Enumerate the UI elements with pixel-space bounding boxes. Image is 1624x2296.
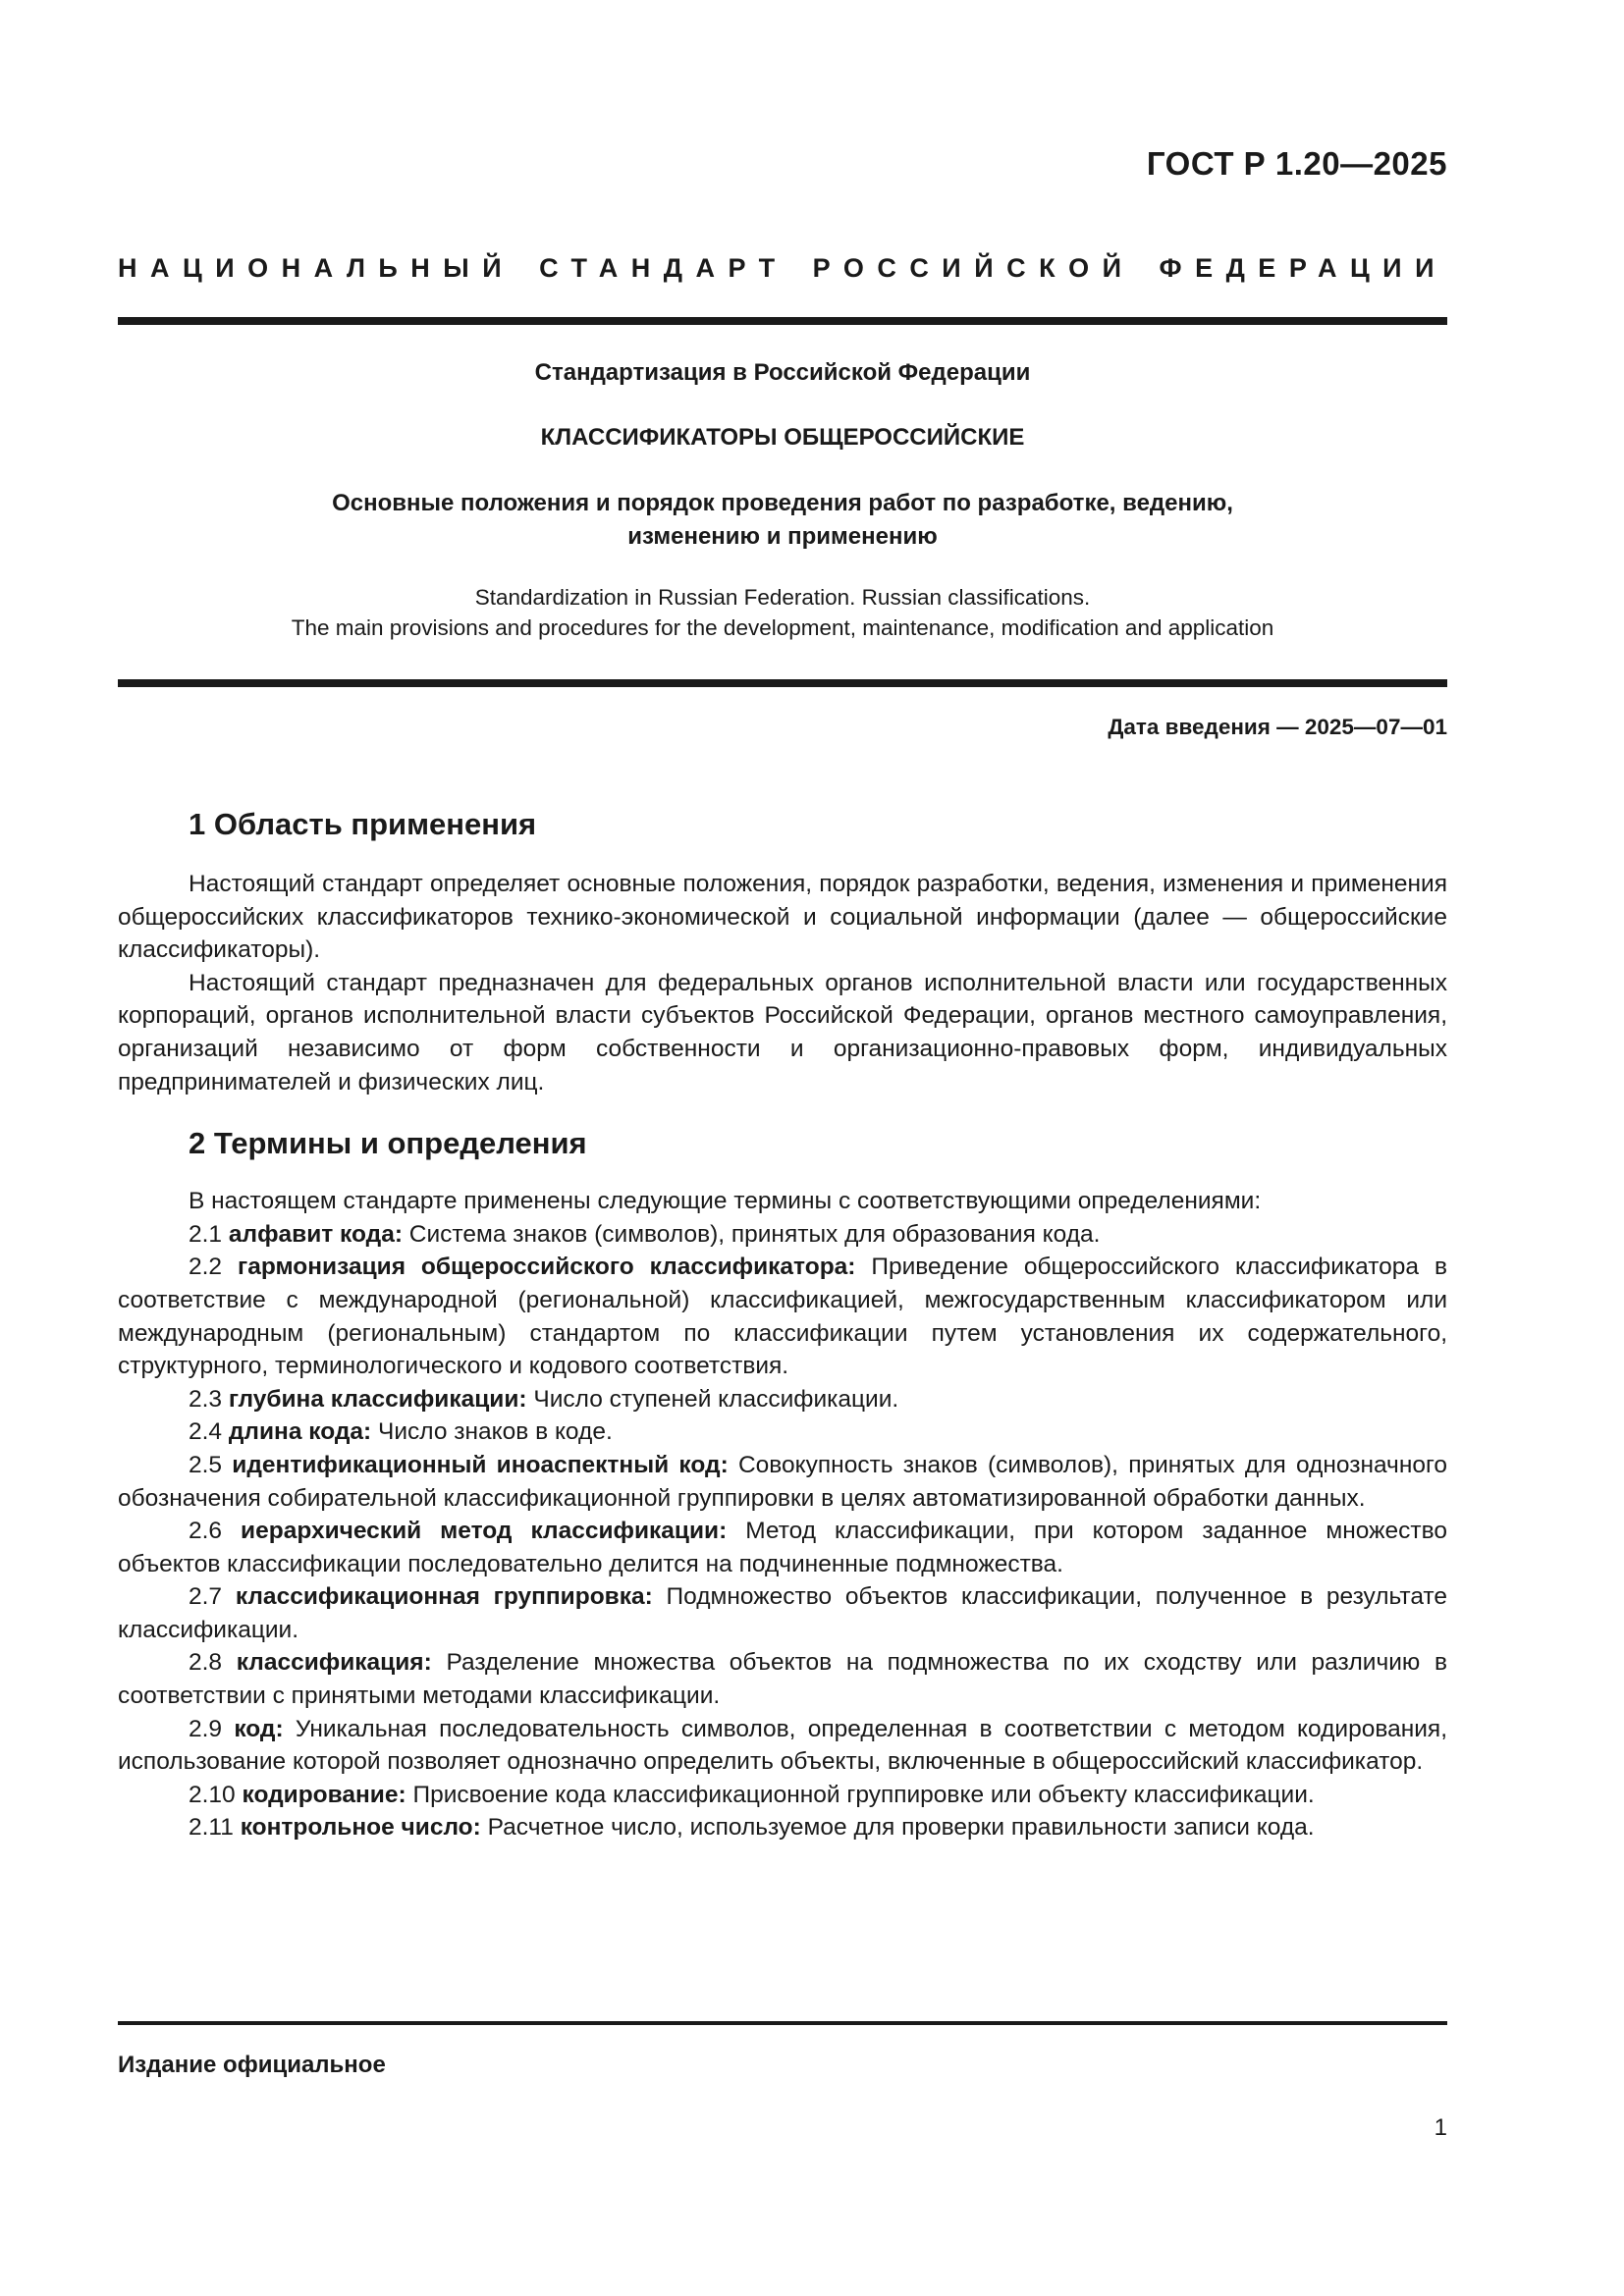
section-1-paragraph: Настоящий стандарт определяет основные положения, порядок разработки, ведения, изменения и применения общероссийских классификаторов технико-экономической и социальной информации (далее — общероссийские классификаторы). [118, 871, 1447, 964]
term-definition: Присвоение кода классификационной группировке или объекту классификации. [412, 1781, 1315, 1808]
term-definition: Система знаков (символов), принятых для образования кода. [408, 1220, 1101, 1248]
term-definition: Приведение общероссийского классификатора в соответствие с международной (региональной) классификацией, межгосударственным классификатором или международным (региональным) стандартом по классификации путем установления их содержательного, структурного, терминологического и кодового соответствия. [118, 1254, 1447, 1380]
term-name: идентификационный иноаспектный код: [232, 1451, 729, 1478]
term-definition: Подмножество объектов классификации, полученное в результате классификации. [118, 1583, 1448, 1643]
term-number: 2.3 [189, 1385, 223, 1413]
series-title: Стандартизация в Российской Федерации [534, 359, 1031, 386]
term-number: 2.11 [189, 1814, 234, 1842]
section-1-paragraph: Настоящий стандарт предназначен для федеральных органов исполнительной власти или государственных корпораций, органов исполнительной власти субъектов Российской Федерации, органов местного самоуправления, организаций независимо от форм собственности и организационно-правовых форм, индивидуальных предпринимателей и физических лиц. [118, 969, 1447, 1095]
main-title: КЛАССИФИКАТОРЫ ОБЩЕРОССИЙСКИЕ [540, 424, 1025, 451]
page-number: 1 [1434, 2114, 1447, 2141]
document-body [118, 805, 1447, 1844]
term-name: гармонизация общероссийского классификатора: [238, 1254, 856, 1281]
term-entry [118, 1646, 1447, 1712]
standard-number: ГОСТ Р 1.20—2025 [1146, 145, 1447, 182]
english-title-line-1: Standardization in Russian Federation. Russian classifications. [474, 585, 1091, 610]
term-name: контрольное число: [240, 1814, 481, 1842]
term-name: классификационная группировка: [235, 1583, 653, 1611]
subtitle [118, 487, 1447, 554]
term-number: 2.5 [189, 1451, 223, 1478]
term-definition: Число знаков в коде. [378, 1418, 613, 1446]
document-page [118, 0, 1447, 2296]
term-definition: Расчетное число, используемое для проверки правильности записи кода. [487, 1814, 1315, 1842]
term-definition: Число ступеней классификации. [533, 1385, 899, 1413]
term-entry [118, 1218, 1447, 1252]
term-definition: Уникальная последовательность символов, определенная в соответствии с методом кодирования, использование которой позволяет однозначно определить объекты, включенные в общероссийский классификатор. [118, 1715, 1448, 1776]
term-number: 2.2 [189, 1254, 223, 1281]
term-entry [118, 1449, 1447, 1515]
term-name: глубина классификации: [228, 1385, 527, 1413]
section-2-intro: В настоящем стандарте применены следующие термины с соответствующими определениями: [189, 1188, 1262, 1215]
term-name: кодирование: [242, 1781, 406, 1808]
term-number: 2.1 [189, 1220, 223, 1248]
term-name: алфавит кода: [228, 1220, 403, 1248]
term-entry [118, 1811, 1447, 1844]
term-definition: Метод классификации, при котором заданное множество объектов классификации последовательно делится на подчиненные подмножества. [118, 1518, 1447, 1577]
header-rule [118, 317, 1447, 325]
term-entry [118, 1515, 1447, 1580]
term-entry [118, 1713, 1447, 1779]
term-number: 2.7 [189, 1583, 223, 1611]
term-number: 2.8 [189, 1649, 223, 1677]
term-entry [118, 1415, 1447, 1449]
term-definition: Разделение множества объектов на подмножества по их сходству или различию в соответствии с принятыми методами классификации. [118, 1649, 1447, 1710]
term-name: длина кода: [228, 1418, 372, 1446]
term-number: 2.6 [189, 1518, 223, 1545]
section-1-heading: 1 Область применения [189, 807, 537, 841]
official-edition-label: Издание официальное [118, 2052, 386, 2078]
footer-rule [118, 2021, 1447, 2025]
term-entry [118, 1580, 1447, 1646]
term-entry [118, 1251, 1447, 1382]
term-number: 2.4 [189, 1418, 223, 1446]
subtitle-line-1: Основные положения и порядок проведения работ по разработке, ведению, [332, 490, 1233, 516]
title-rule [118, 679, 1447, 687]
term-name: код: [234, 1715, 284, 1742]
term-definition: Совокупность знаков (символов), принятых для однозначного обозначения собирательной классификационной группировки в целях автоматизированной обработки данных. [118, 1451, 1448, 1512]
introduction-date: Дата введения — 2025—07—01 [1108, 715, 1447, 739]
term-number: 2.9 [189, 1715, 223, 1742]
english-title-line-2: The main provisions and procedures for the development, maintenance, modification and application [291, 615, 1274, 640]
section-2-heading: 2 Термины и определения [189, 1126, 587, 1161]
english-title [118, 582, 1447, 643]
term-number: 2.10 [189, 1781, 236, 1808]
national-standard-title: НАЦИОНАЛЬНЫЙ СТАНДАРТ РОССИЙСКОЙ ФЕДЕРАЦИИ [118, 253, 1447, 283]
term-entry [118, 1779, 1447, 1812]
subtitle-line-2: изменению и применению [627, 523, 938, 550]
term-entry [118, 1383, 1447, 1416]
term-name: иерархический метод классификации: [241, 1518, 728, 1545]
term-name: классификация: [236, 1649, 432, 1677]
